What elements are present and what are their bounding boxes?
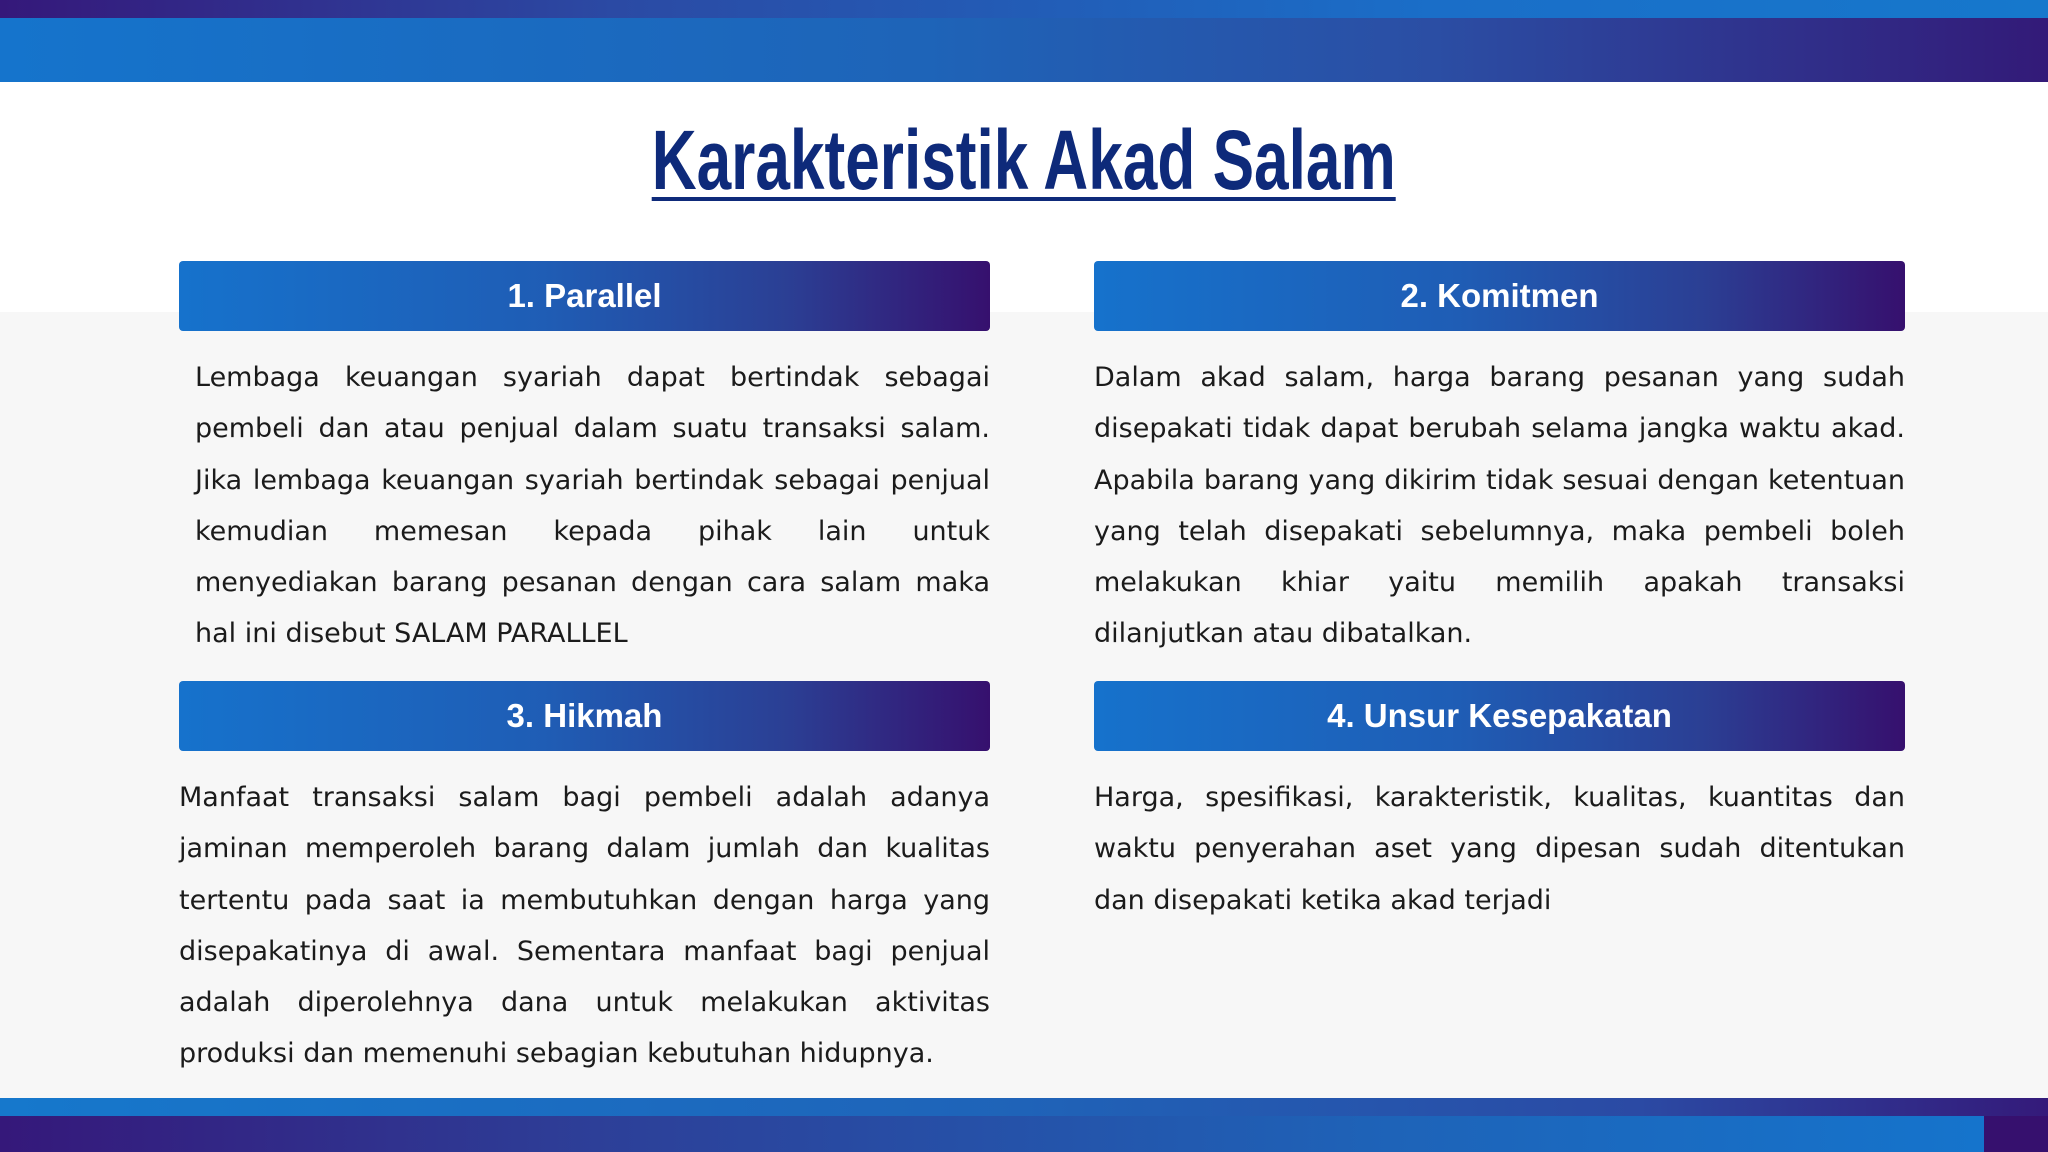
section-header-komitmen — [1094, 261, 1905, 331]
section-body-parallel: Lembaga keuangan syariah dapat bertindak sebagai pembeli dan atau penjual dalam suatu transaksi salam. Jika lembaga keuangan syariah bertindak sebagai penjual kemudian memesan kepada pihak lain untuk menyediakan barang pesanan dengan cara salam maka hal ini disebut SALAM PARALLEL — [195, 362, 990, 650]
section-header-unsur-kesepakatan — [1094, 681, 1905, 751]
section-header-parallel — [179, 261, 990, 331]
page-title: Karakteristik Akad Salam — [651, 113, 1396, 207]
section-body-hikmah: Manfaat transaksi salam bagi pembeli adalah adanya jaminan memperoleh barang dalam jumlah dan kualitas tertentu pada saat ia membutuhkan dengan harga yang disepakatinya di awal. Sementara manfaat bagi penjual adalah diperolehnya dana untuk melakukan aktivitas produksi dan memenuhi sebagian kebutuhan hidupnya. — [179, 782, 990, 1070]
section-body-unsur-kesepakatan: Harga, spesifikasi, karakteristik, kualitas, kuantitas dan waktu penyerahan aset yang dipesan sudah ditentukan dan disepakati ketika akad terjadi — [1094, 782, 1905, 916]
bottom-decorative-bar — [0, 1098, 2048, 1116]
bottom-corner-block — [1984, 1116, 2048, 1152]
section-heading: 3. Hikmah — [506, 697, 663, 734]
section-heading: 4. Unsur Kesepakatan — [1327, 697, 1672, 734]
section-heading: 2. Komitmen — [1400, 277, 1599, 314]
bottom-decorative-band — [0, 1116, 1984, 1152]
section-body-komitmen: Dalam akad salam, harga barang pesanan yang sudah disepakati tidak dapat berubah selama jangka waktu akad. Apabila barang yang dikirim tidak sesuai dengan ketentuan yang telah disepakati sebelumnya, maka pembeli boleh melakukan khiar yaitu memilih apakah transaksi dilanjutkan atau dibatalkan. — [1094, 362, 1905, 650]
page-title-wrapper — [0, 112, 2048, 209]
top-decorative-band — [0, 0, 2048, 18]
section-header-hikmah — [179, 681, 990, 751]
top-decorative-bar — [0, 18, 2048, 82]
section-heading: 1. Parallel — [507, 277, 662, 314]
